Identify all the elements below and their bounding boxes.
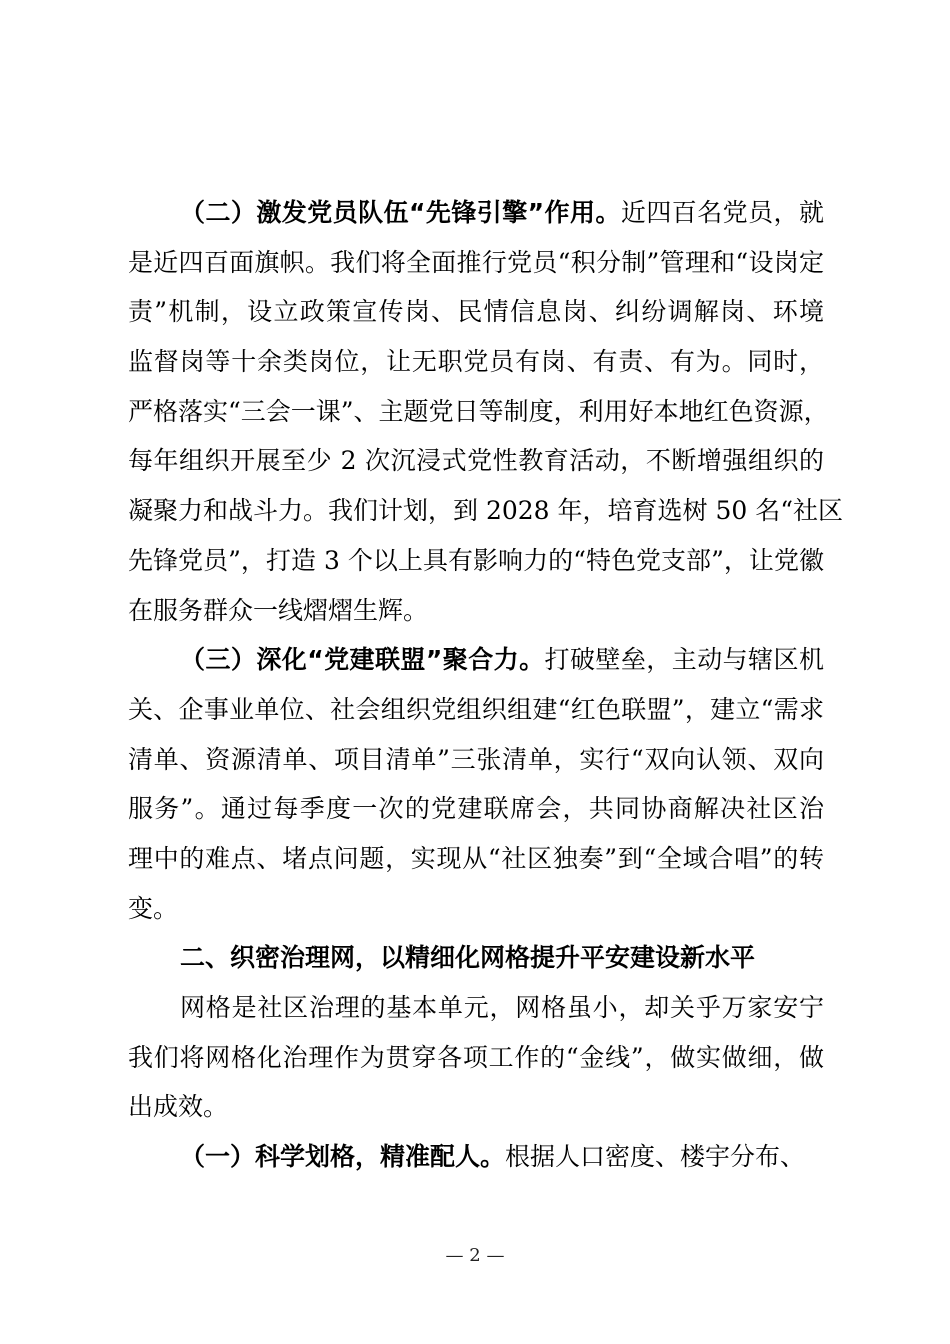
- text-line: [128, 635, 824, 685]
- line-text: 变。: [128, 893, 179, 923]
- text-line: [128, 1132, 824, 1182]
- paragraph: [128, 188, 844, 635]
- line-text: 严格落实“三会一课”、主题党日等制度，利用好本地红色资源，: [128, 396, 829, 426]
- paragraph-lead: （三）深化“党建联盟”聚合力。: [180, 645, 545, 675]
- line-text: 出成效。: [128, 1092, 229, 1122]
- text-line: [128, 337, 824, 387]
- paragraph-lead: （一）科学划格，精准配人。: [180, 1142, 506, 1172]
- paragraph: [128, 983, 824, 1132]
- text-line: [128, 238, 824, 288]
- paragraph: [128, 635, 824, 933]
- line-text: 打破壁垒，主动与辖区机: [544, 645, 824, 675]
- page-number: — 2 —: [445, 1245, 505, 1266]
- paragraph: [128, 1132, 824, 1182]
- text-line: [128, 1033, 824, 1083]
- line-text: 关、企事业单位、社会组织党组织组建“红色联盟”，建立“需求: [128, 694, 824, 724]
- line-text: 监督岗等十余类岗位，让无职党员有岗、有责、有为。同时，: [128, 347, 824, 377]
- heading-text: 二、织密治理网，以精细化网格提升平安建设新水平: [180, 943, 756, 973]
- text-line: [128, 735, 824, 785]
- line-text: 在服务群众一线熠熠生辉。: [128, 595, 429, 625]
- text-line: [128, 884, 824, 934]
- text-line: [128, 436, 824, 486]
- text-line: [128, 287, 824, 337]
- line-text: 责”机制，设立政策宣传岗、民情信息岗、纠纷调解岗、环境: [128, 297, 824, 327]
- line-text: 先锋党员”，打造 3 个以上具有影响力的“特色党支部”，让党徽: [128, 545, 824, 575]
- text-line: [128, 685, 824, 735]
- paragraph-lead: （二）激发党员队伍“先锋引擎”作用。: [180, 198, 621, 227]
- line-text: 理中的难点、堵点问题，实现从“社区独奏”到“全域合唱”的转: [128, 843, 824, 873]
- line-text: 清单、资源清单、项目清单”三张清单，实行“双向认领、双向: [128, 744, 824, 774]
- line-text: 凝聚力和战斗力。我们计划，到 2028 年，培育选树 50 名“社区: [128, 496, 844, 526]
- text-line: [128, 536, 824, 586]
- text-line: [128, 784, 824, 834]
- line-text: 每年组织开展至少 2 次沉浸式党性教育活动，不断增强组织的: [128, 446, 824, 476]
- text-line: [128, 1082, 824, 1132]
- line-text: 根据人口密度、楼宇分布、: [505, 1142, 806, 1172]
- line-text: 我们将网格化治理作为贯穿各项工作的“金线”，做实做细，做: [128, 1042, 824, 1072]
- line-text: 是近四百面旗帜。我们将全面推行党员“积分制”管理和“设岗定: [128, 247, 824, 277]
- text-line: [128, 188, 824, 238]
- section-heading: [128, 933, 824, 983]
- text-line: [128, 586, 824, 636]
- text-line: [128, 834, 824, 884]
- line-text: 近四百名党员，就: [620, 198, 824, 227]
- text-line: [128, 983, 824, 1033]
- document-body: [128, 188, 844, 1182]
- line-text: 网格是社区治理的基本单元，网格虽小，却关乎万家安宁: [180, 993, 824, 1022]
- line-text: 服务”。通过每季度一次的党建联席会，共同协商解决社区治: [128, 794, 824, 824]
- text-line: [128, 486, 844, 536]
- text-line: [128, 387, 829, 437]
